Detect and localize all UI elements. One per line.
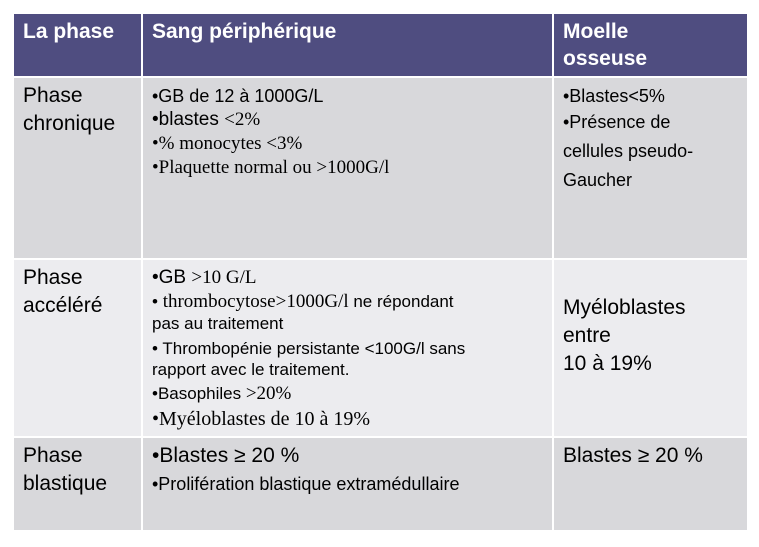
marrow-item-entre: entre [563, 324, 611, 347]
blood-cell-chronic [142, 77, 553, 259]
marrow-item-range: 10 à 19% [563, 352, 652, 375]
marrow-item-blastes: •Blastes<5% [563, 86, 665, 106]
phase-cell-chronic [13, 77, 142, 259]
table-row-chronic [13, 77, 748, 259]
marrow-item-gaucher: Gaucher [563, 170, 633, 190]
phase-cell-accelerated [13, 259, 142, 437]
marrow-item-presence: •Présence de [563, 112, 671, 132]
marrow-item-cellules: cellules pseudo- [563, 141, 694, 161]
blood-item-thrombopenie: • Thrombopénie persistante <100G/l sans [152, 339, 466, 358]
blood-item-myeloblastes: •Myéloblastes de 10 à 19% [152, 408, 371, 430]
blood-item-proliferation: •Prolifération blastique extramédullaire [152, 474, 460, 494]
blood-item-gb-accel-label: •GB [152, 267, 192, 288]
blood-item-blastes-label: •blastes [152, 109, 225, 130]
blood-cell-accelerated [142, 259, 553, 437]
blood-item-thrombocytose-cont: pas au traitement [152, 314, 284, 333]
phase-label-line2: blastique [23, 472, 108, 495]
phase-table-container [12, 12, 747, 532]
blood-item-blastes-value: <2% [224, 109, 261, 130]
phase-label-line1: Phase [23, 444, 83, 467]
blood-item-blastes [152, 108, 543, 132]
table-header-row [13, 13, 748, 77]
blood-item-thrombocytose-value: thrombocytose>1000G/l [162, 291, 349, 312]
phase-label-line2: accéléré [23, 294, 103, 317]
blood-item-monocytes: •% monocytes <3% [152, 133, 303, 154]
header-marrow-label-line1: Moelle [563, 20, 629, 43]
blood-item-gb-accel-value: >10 G/L [191, 267, 257, 288]
header-phase [13, 13, 142, 77]
blood-item-gb: •GB de 12 à 1000G/L [152, 86, 324, 106]
header-phase-label: La phase [23, 20, 115, 43]
blood-item-basophiles-label: •Basophiles [152, 384, 246, 403]
blood-item-thrombocytose-bullet: • [152, 292, 163, 311]
marrow-item-blastes-blastic: Blastes ≥ 20 % [563, 444, 703, 467]
phase-label-line1: Phase [23, 266, 83, 289]
blood-item-thrombocytose-rest: ne répondant [348, 292, 454, 311]
blood-item-blastes-blastic: •Blastes ≥ 20 % [152, 444, 300, 467]
header-bone-marrow [553, 13, 748, 77]
phase-label-line2: chronique [23, 112, 116, 135]
phase-cell-blastic [13, 437, 142, 531]
marrow-cell-chronic [553, 77, 748, 259]
blood-item-basophiles [152, 382, 543, 406]
blood-cell-blastic [142, 437, 553, 531]
blood-item-basophiles-value: >20% [245, 383, 292, 404]
marrow-cell-blastic [553, 437, 748, 531]
header-blood-label: Sang périphérique [152, 20, 337, 43]
table-row-accelerated [13, 259, 748, 437]
marrow-cell-accelerated [553, 259, 748, 437]
blood-item-thrombocytose [152, 290, 543, 314]
header-peripheral-blood [142, 13, 553, 77]
blood-item-thrombopenie-cont: rapport avec le traitement. [152, 360, 350, 379]
table-row-blastic [13, 437, 748, 531]
phase-table [12, 12, 749, 532]
blood-item-plaquette: •Plaquette normal ou >1000G/l [152, 157, 390, 178]
header-marrow-label-line2: osseuse [563, 47, 648, 70]
blood-item-gb-accel [152, 266, 543, 290]
phase-label-line1: Phase [23, 84, 83, 107]
marrow-item-myeloblastes: Myéloblastes [563, 296, 686, 319]
